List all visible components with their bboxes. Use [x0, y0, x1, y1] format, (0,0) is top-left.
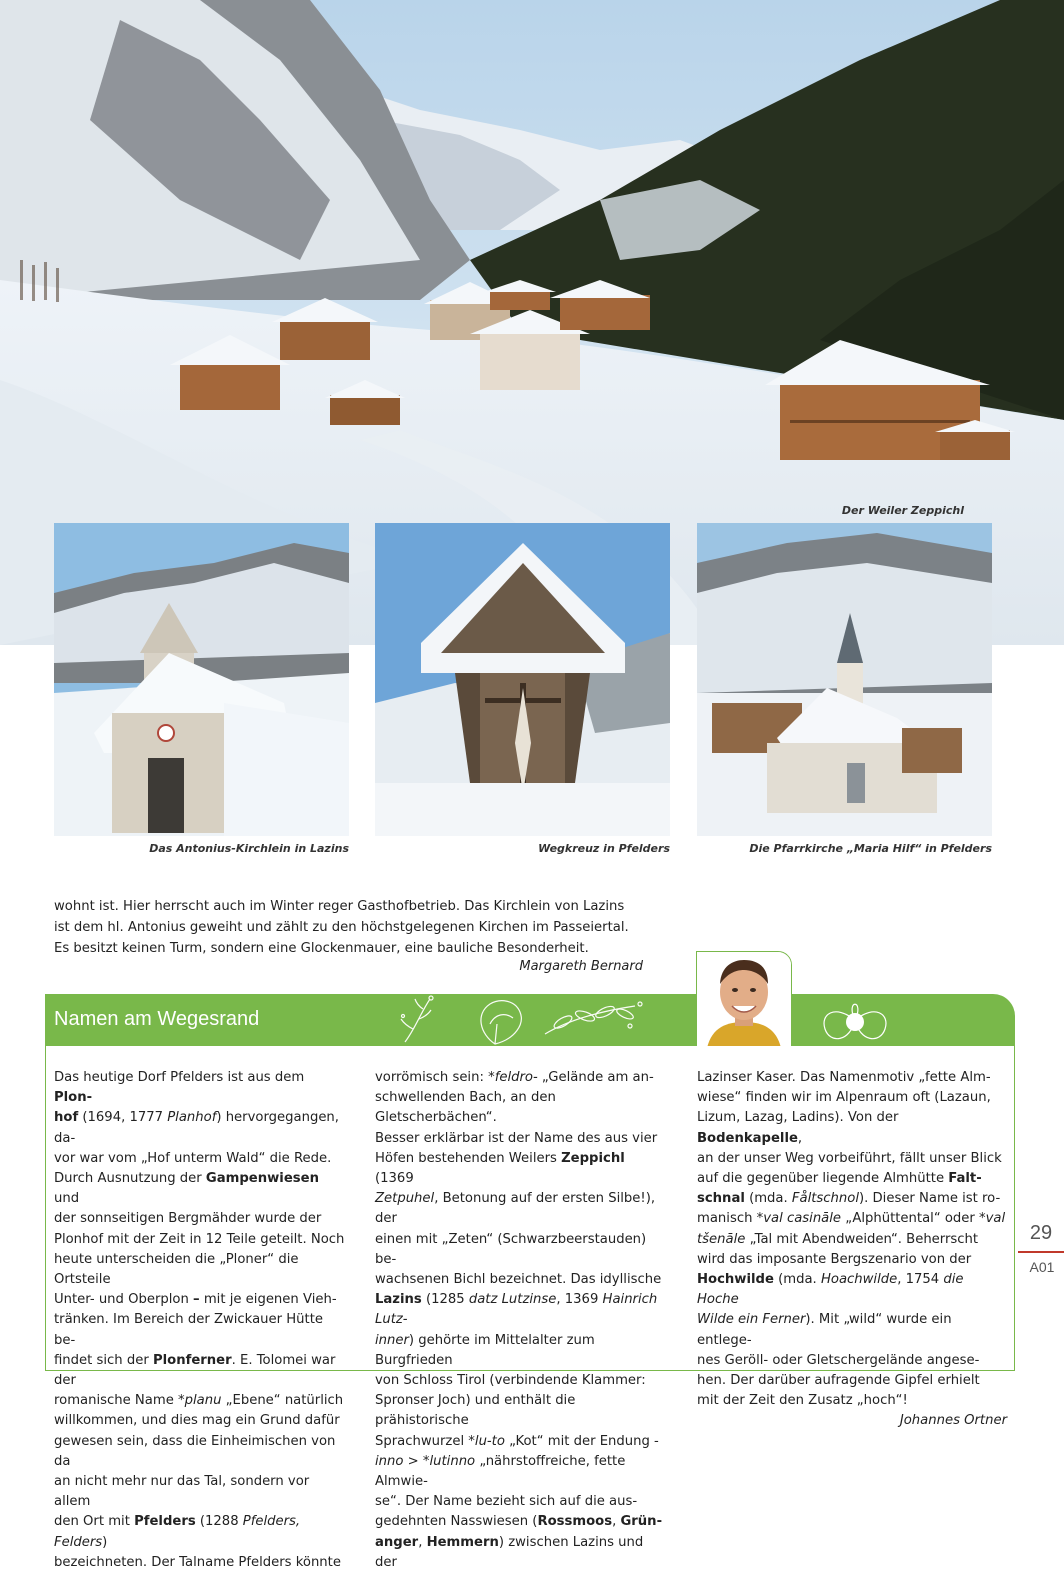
author-portrait — [696, 951, 792, 1049]
page-number: 29 — [1029, 1222, 1053, 1244]
photo-antonius-chapel — [54, 523, 349, 836]
section-title: Namen am Wegesrand — [54, 1008, 260, 1030]
photo-caption-2: Wegkreuz in Pfelders — [538, 842, 670, 855]
rich-paragraph: Lazinser Kaser. Das Namenmotiv „fette Alm- wiese“ finden wir im Alpenraum oft (Lazaun, Lizum, Lazag, Ladins). Von der Bodenkapelle, an der unser Weg vorbeiführt, fällt unser Blick auf die gegenüber liegende Almhütte Falt- schnal (mda. Fåltschnol). Dieser Name ist ro- manisch *val casināle „Alphüttental“ oder *val tšenāle „Tal mit Abendweiden“. Beherrscht wird das imposante Bergszenario von der Hochwilde (mda. Hoachwilde, 1754 die Hoche Wilde ein Ferner). Mit „wild“ wurde ein entlege- nes Geröll- oder Gletschergelände angese- hen. Der darüber aufragende Gipfel erhielt mit der Zeit den Zusatz „hoch“! — [697, 1070, 1006, 1409]
intro-line: Es besitzt keinen Turm, sondern eine Glockenmauer, eine bauliche Besonderheit. — [54, 941, 589, 956]
floral-decoration-icon — [395, 994, 695, 1046]
hero-caption: Der Weiler Zeppichl — [841, 504, 964, 517]
photo-parish-church — [697, 523, 992, 836]
photo-caption-1: Das Antonius-Kirchlein in Lazins — [149, 842, 349, 855]
photo-wayside-cross — [375, 523, 670, 836]
text-column-1 — [54, 1068, 346, 1573]
rich-paragraph: Das heutige Dorf Pfelders ist aus dem Plon- hof (1694, 1777 Planhof) hervorgegangen, da- vor war vom „Hof unterm Wald“ die Rede. Durch Ausnutzung der Gampenwiesen und der sonnseitigen Bergmähder wurde der Plonhof mit der Zeit in 12 Teile geteilt. Noch heute unterscheiden die „Ploner“ die Ortsteile Unter- und Oberplon – mit je eigenen Vieh- tränken. Im Bereich der Zwickauer Hütte be- findet sich der Plonferner. E. Tolomei war der romanische Name *planu „Ebene“ natürlich willkommen, und dies mag ein Grund dafür gewesen sein, dass die Einheimischen von da an nicht mehr nur das Tal, sondern vor allem den Ort mit Pfelders (1288 Pfelders, Felders) bezeichneten. Der Talname Pfelders könnte — [54, 1070, 345, 1570]
intro-author: Margareth Bernard — [519, 959, 643, 974]
page-number-divider — [1018, 1251, 1064, 1253]
section-author: Johannes Ortner — [899, 1413, 1007, 1429]
photo-caption-3: Die Pfarrkirche „Maria Hilf“ in Pfelders — [749, 842, 992, 855]
intro-paragraph — [54, 896, 654, 959]
text-column-2 — [375, 1068, 667, 1573]
rich-paragraph: vorrömisch sein: *feldro- „Gelände am an- schwellenden Bach, an den Gletscherbächen“. Besser erklärbar ist der Name des aus vier Höfen bestehenden Weilers Zeppichl (1369 Zetpuhel, Betonung auf der ersten Silbe!), der einen mit „Zeten“ (Schwarzbeerstauden) be- wachsenen Bichl bezeichnet. Das idyllische Lazins (1285 datz Lutzinse, 1369 Hainrich Lutz- inner) gehörte im Mittelalter zum Burgfrieden von Schloss Tirol (verbindende Klammer: Spronser Joch) und enthält die prähistorische Sprachwurzel *lu-to „Kot“ mit der Endung - inno > *lutinno „nährstoffreiche, fette Almwie- se“. Der Name bezieht sich auf die aus- gedehnten Nasswiesen (Rossmoos, Grün- anger, Hemmern) zwischen Lazins und der — [375, 1070, 663, 1570]
intro-line: wohnt ist. Hier herrscht auch im Winter reger Gasthofbetrieb. Das Kirchlein von Lazins — [54, 899, 625, 914]
intro-line: ist dem hl. Antonius geweiht und zählt zu den höchstgelegenen Kirchen im Passeiertal. — [54, 920, 629, 935]
section-code: A01 — [1029, 1259, 1055, 1275]
text-column-3 — [697, 1068, 1007, 1432]
flower-icon — [815, 994, 895, 1046]
